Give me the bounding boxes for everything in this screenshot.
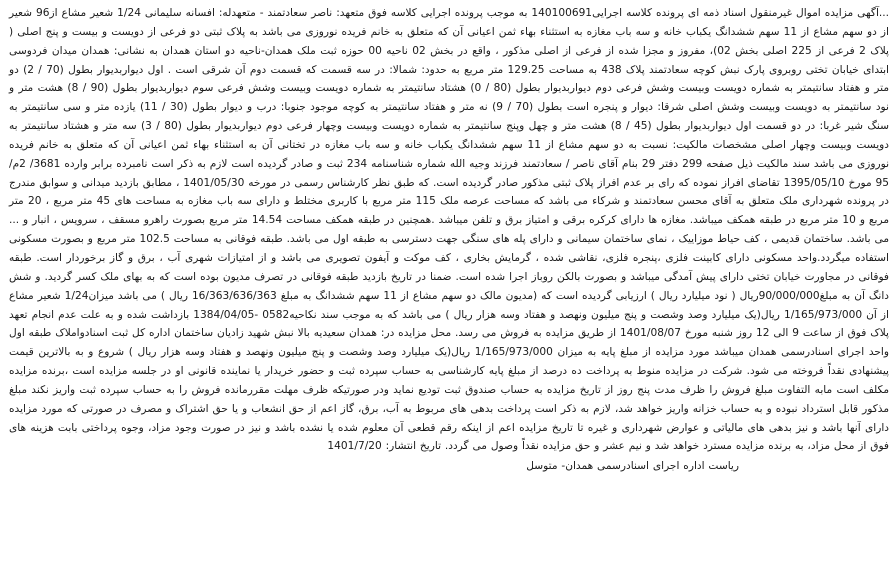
notice-signature: ریاست اداره اجرای اسنادرسمی همدان- متوسل <box>526 460 739 473</box>
notice-body: ...آگهی مزایده اموال غیرمنقول اسناد ذمه ای پرونده کلاسه اجرایی140100691 به موجب پرونده اجرایی کلاسه فوق متعهد: ناصر سعادتمند - متعهدله: افسانه سلیمانی 1/24 شعیر مشاع از96 شعیر از دو سهم مشاع از 11 سهم ششدانگ یکباب خانه و سه باب مغازه به استثناء بهاء ثمن اعیانی آن که متعلق به خانم فریده نوروزی می باشد به پلاک ثبتی دو فرعی از دویست و بیست و پنج اصلی ( پلاک 2 فرعی از 225 اصلی بخش 02)، مفروز و مجزا شده از فرعی از اصلی مذکور ، واقع در بخش 02 ناحیه 00 حوزه ثبت ملک همدان-ناحیه دو استان همدان به نشانی: همدان میدان فردوسی ابتدای خیابان تختی روبروی پارک نبش کوچه سعادتمند پلاک 438 به مساحت 129.25 متر مربع به حدود: شمالا: در سه قسمت که قسمت دوم آن شرقی است . اول دیواربدیوار بطول (70 / 2) دو متر و هفتاد سانتیمتر به شماره دویست وبیست وشش فرعی دوم دیواربدیوار بطول (80 / 0) هشتاد سانتیمتر به شماره دویست وبیست وشش فرعی سوم دیواربدیوار بطول (90 / 8) هشت متر و نود سانتیمتر به دویست وبیست وشش اصلی شرقا: دیوار و پنجره است بطول (70 / 9) نه متر و هفتاد سانتیمتر به کوچه موجود جنوبا: درب و دیوار بطول (30 / 11) یازده متر و سی سانتیمتر به سنگ شیر غربا: در دو قسمت اول دیواربدیوار بطول (45 / 8) هشت متر و چهل وپنج سانتیمتر به شماره دویست وبیست وچهار فرعی دوم دیواربدیوار بطول (80 / 3) سه متر و هشتاد سانتیمتر به دویست وبیست وچهار اصلی مشخصات مالکیت: نسبت به دو سهم مشاع از 11 سهم ششدانگ یکباب خانه و سه باب مغازه در تختانی آن به استثناء بهاء ثمن اعیانی آن که متعلق به خانم فریده نوروزی می باشد سند مالکیت ذیل صفحه 299 دفتر 29 بنام آقای ناصر / سعادتمند فرزند وجیه الله شماره شناسنامه 234 ثبت و صادر گردیده است لازم به ذکر است نامبرده برابر وارده 3681/ 2م/ 95 مورخ 1395/05/10 تقاضای افراز نموده که رای بر عدم افراز پلاک ثبتی مذکور صادر گردیده است. که طبق نظر کارشناس رسمی در مورخه 1401/05/30 ، مطابق بازدید میدانی و سوابق مندرج در پرونده شهرداری ملک متعلق به آقای محسن سعادتمند و شرکاء می باشد که مساحت عرصه ملک 115 متر مربع با کاربری مختلط و دارای سه باب مغازه به مساحت های 45 متر مربع ، 20 متر مربع و 10 متر مربع در طبقه همکف میباشد. مغازه ها دارای کرکره برقی و امتیاز برق و تلفن میباشد .همچنین در طبقه همکف مساحت 14.54 متر مربع بصورت راهرو مسقف ، سرویس ، انبار و ... می باشد. ساختمان قدیمی ، کف حیاط موزاییک ، نمای ساختمان سیمانی و دارای پله های سنگی جهت دسترسی به طبقه اول می باشد. طبقه فوقانی به مساحت 102.5 متر مربع و بصورت مسکونی استفاده میگردد.واحد مسکونی دارای کابینت فلزی ،پنجره فلزی، نقاشی شده ، گرمایش بخاری ، کف موکت و آیفون تصویری می باشد و از امتیازات شهری آب ، برق و گاز برخوردار است. طبقه فوقانی در مجاورت خیابان تختی دارای پیش آمدگی میباشد و بصورت بالکن روباز اجرا شده است. ضمنا در تاریخ بازدید طبقه فوقانی در تصرف مدیون بوده است که به بهای ملک کسر گردید. و شش دانگ آن به مبلغ90/000/000ریال ( نود میلیارد ریال ) ارزیابی گردیده است که (مدیون مالک دو سهم مشاع از 11 سهم ششدانگ به مبلغ 16/363/636/363 ریال ) می باشد میزان1/24 شعیر مشاع از آن 1/165/973/000 ریال(یک میلیارد وصد وشصت و پنج میلیون ونهصد و هفتاد وسه هزار ریال ) می باشد که به موجب سند نکاحیه0582 -1384/04/05 بازداشت شده و به علت عدم انجام تعهد پلاک فوق از ساعت 9 الی 12 روز شنبه مورخ 1401/08/07 از طریق مزایده به فروش می رسد. محل مزایده در: همدان سعیدیه بالا نبش شهید زادیان ساختمان اداره کل ثبت اسنادواملاک طبقه اول واحد اجرای اسنادرسمی همدان میباشد مورد مزایده از مبلغ پایه به میزان 1/165/973/000 ریال(یک میلیارد وصد وشصت و پنج میلیون ونهصد و هفتاد وسه هزار ریال ) شروع و به بالاترین قیمت پیشنهادی نقداً فروخته می شود. شرکت در مزایده منوط به پرداخت ده درصد از مبلغ پایه کارشناسی به حساب سپرده ثبت و حضور خریدار یا نماینده قانونی او در جلسه مزایده است ،برنده مزایده مکلف است مابه التفاوت مبلغ فروش را ظرف مدت پنج روز از تاریخ مزایده به حساب صندوق ثبت تودیع نماید ودر صورتیکه ظرف مهلت مقررمانده فروش را به حساب سپرده ثبت واریز نکند مبلغ مذکور قابل استرداد نبوده و به حساب خزانه واریز خواهد شد، لازم به ذکر است پرداخت بدهی های مربوط به آب، برق، گاز اعم از حق انشعاب و یا حق اشتراک و مصرف در صورتی که مورد مزایده دارای آنها باشد و نیز بدهی های مالیاتی و عوارض شهرداری و غیره تا تاریخ مزایده اعم از اینکه رقم قطعی آن معلوم شده یا نشده باشد و نیز در صورت وجود مزاد، وجوه پرداختی بابت هزینه های فوق از محل مزاد، به برنده مزایده مسترد خواهد شد و نیم عشر و حق مزایده نقداً وصول می گردد. تاریخ انتشار: 1401/7/20 <box>9 7 890 453</box>
auction-notice <box>9 4 889 567</box>
